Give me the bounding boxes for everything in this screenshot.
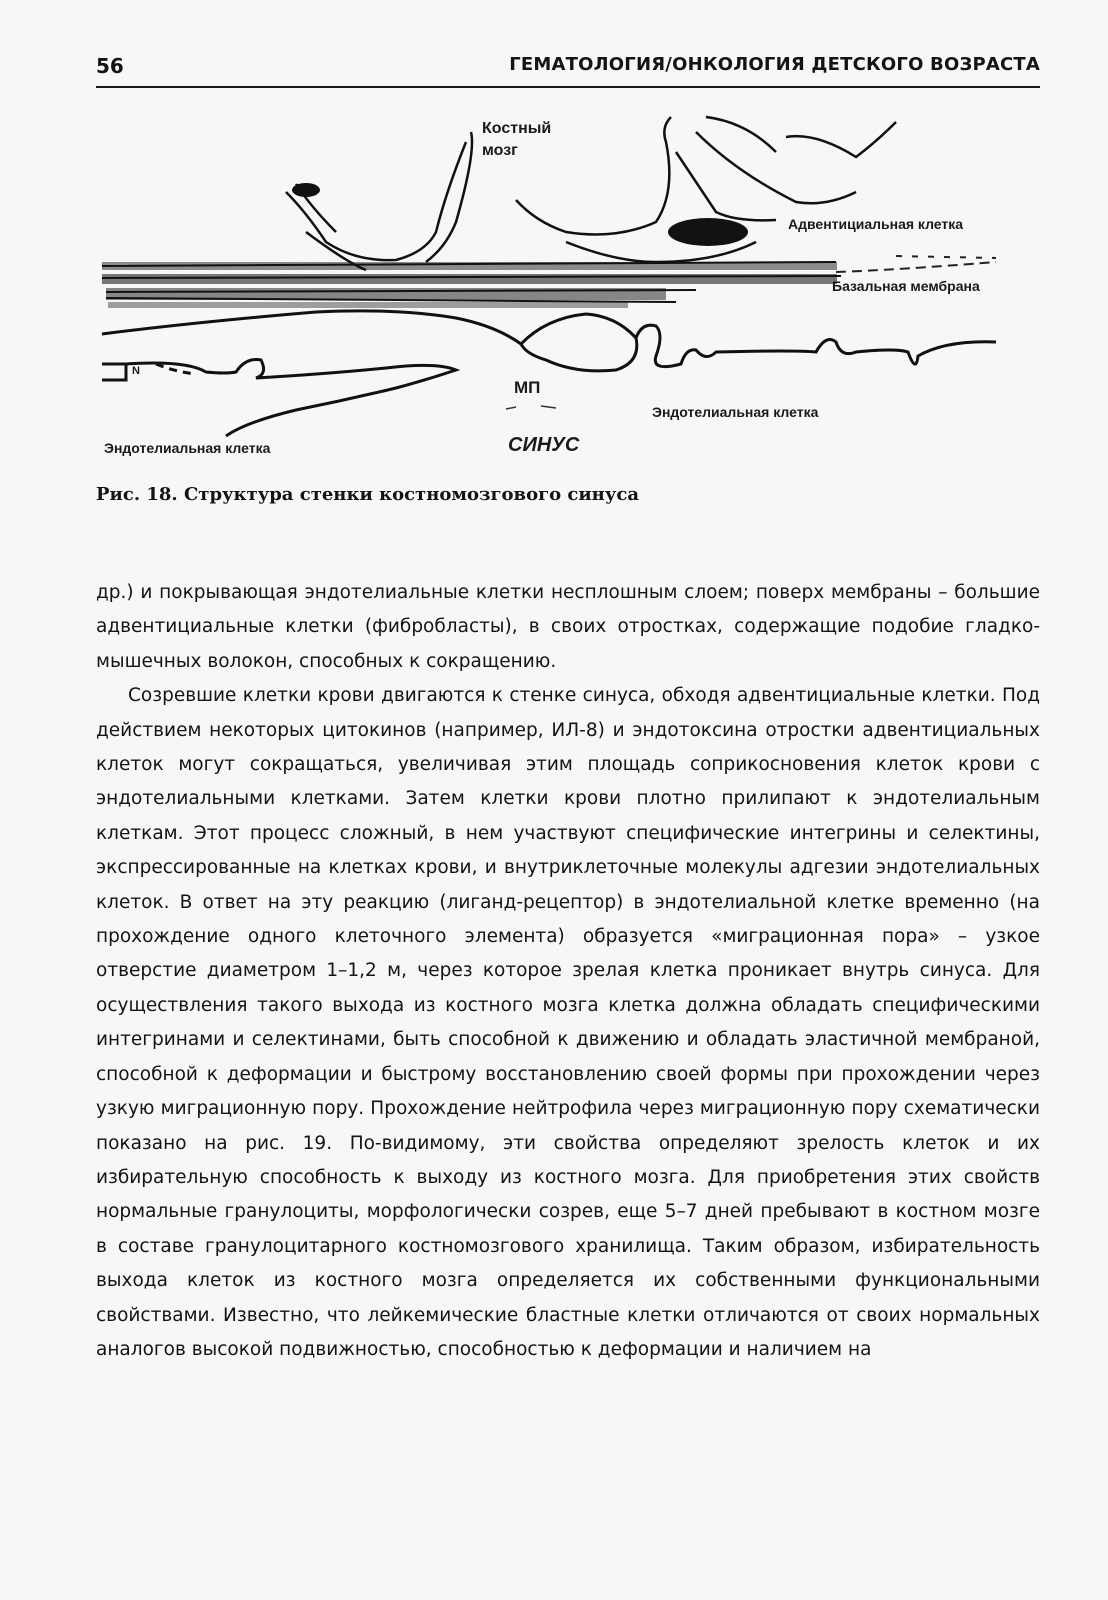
- label-sinus: СИНУС: [508, 434, 580, 456]
- label-mp: МП: [514, 378, 541, 397]
- label-endothelial-cell-left: Эндотелиальная клетка: [104, 440, 271, 456]
- label-adventitial-cell: Адвентициальная клетка: [788, 216, 964, 232]
- paragraph-2: Созревшие клетки крови двигаются к стенке синуса, обходя адвентициальные клетки. Под действием некоторых цитокинов (например, ИЛ-8) и эндотоксина отростки адвентициальных клеток могут сокращаться, увеличивая этим площадь соприкосновения клеток крови с эндотелиальными клетками. Затем клетки крови плотно прилипают к эндотелиальным клеткам. Этот процесс сложный, в нем участвуют специфические интегрины и селектины, экспрессированные на клетках крови, и внутриклеточные молекулы адгезии эндотелиальных клеток. В ответ на эту реакцию (лиганд-рецептор) в эндотелиальной клетке временно (на прохождение одного клеточного элемента) образуется «миграционная пора» – узкое отверстие диаметром 1–1,2 м, через которое зрелая клетка проникает внутрь синуса. Для осуществления такого выхода из костного мозга клетка должна обладать специфическими интегринами и селектинами, быть способной к движению и обладать эластичной мембраной, способной к деформации и быстрому восстановлению своей формы при прохождении через узкую миграционную пору. Прохождение нейтрофила через миграционную пору схематически показано на рис. 19. По-видимому, эти свойства определяют зрелость клеток и их избирательную способность к выходу из костного мозга. Для приобретения этих свойств нормальные гранулоциты, морфологически созрев, еще 5–7 дней пребывают в костном мозге в составе гранулоцитарного костномозгового хранилища. Таким образом, избирательность выхода клеток из костного мозга определяется их собственными функциональными свойствами. Известно, что лейкемические бластные клетки отличаются от своих нормальных аналогов высокой подвижностью, способностью к деформации и наличием на: [96, 685, 1040, 1360]
- label-bone-marrow: Костный мозг: [482, 120, 552, 159]
- label-endothelial-cell-right: Эндотелиальная клетка: [652, 404, 819, 420]
- label-basal-membrane: Базальная мембрана: [832, 278, 980, 294]
- endothelial-lining: [102, 311, 996, 436]
- body-text: [96, 576, 1040, 1367]
- page-header: [96, 50, 1040, 88]
- label-n: N: [132, 365, 140, 377]
- adventitial-cell-nucleus-left: [292, 183, 320, 197]
- page-number: 56: [96, 54, 124, 78]
- figure-sinus-wall: [96, 112, 1040, 472]
- figure-caption: Рис. 18. Структура стенки костномозгового синуса: [96, 484, 640, 505]
- paragraph-1: др.) и покрывающая эндотелиальные клетки несплошным слоем; поверх мембраны – большие адвентициальные клетки (фибробласты), в своих отростках, содержащие подобие гладко-мышечных волокон, способных к сокращению.: [96, 582, 1040, 672]
- adventitial-cell-left: [286, 132, 472, 270]
- migration-pore-marker: [506, 406, 556, 409]
- running-title: ГЕМАТОЛОГИЯ/ОНКОЛОГИЯ ДЕТСКОГО ВОЗРАСТА: [509, 54, 1040, 75]
- adventitial-cell-nucleus-right: [668, 218, 748, 246]
